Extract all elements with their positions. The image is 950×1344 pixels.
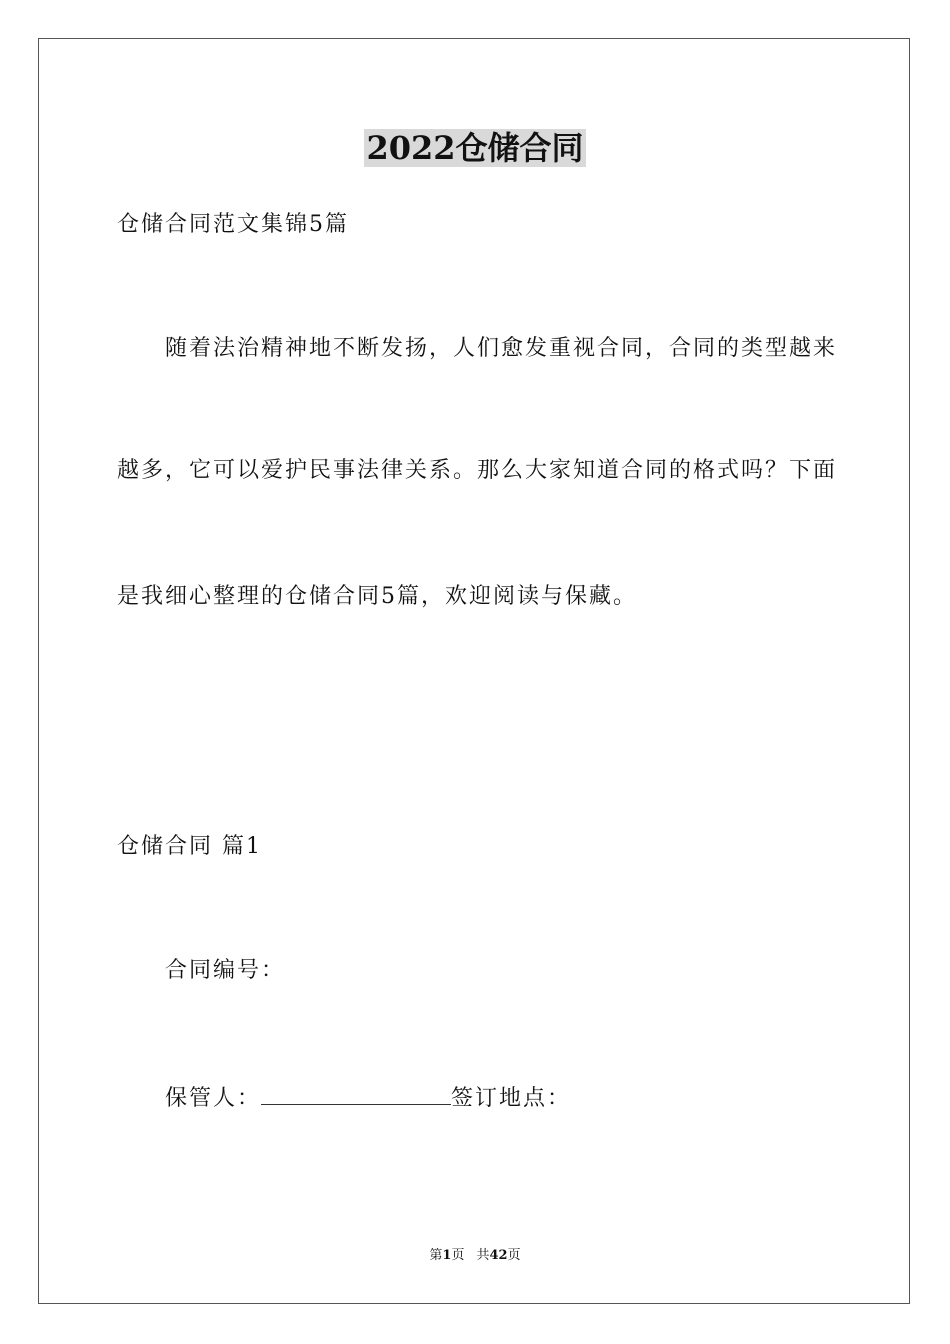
contract-number-label: 合同编号： — [165, 958, 286, 983]
intro-paragraph-line-1: 随着法治精神地不断发扬，人们愈发重视合同，合同的类型越来 — [165, 336, 838, 361]
document-title-text: 2022仓储合同 — [366, 129, 584, 167]
signing-place-label: 签订地点： — [451, 1086, 572, 1111]
total-prefix: 共 — [476, 1248, 490, 1263]
section-heading: 仓储合同 篇1 — [117, 834, 262, 859]
intro-paragraph-line-3: 是我细心整理的仓储合同5篇，欢迎阅读与保藏。 — [117, 584, 637, 609]
total-pages: 42 — [489, 1248, 508, 1263]
document-title — [0, 128, 950, 168]
page-footer — [0, 1247, 950, 1265]
page-suffix: 页 — [451, 1248, 465, 1263]
intro-paragraph-line-2: 越多，它可以爱护民事法律关系。那么大家知道合同的格式吗？下面 — [117, 458, 838, 483]
page-prefix: 第 — [429, 1248, 443, 1263]
document-subtitle: 仓储合同范文集锦5篇 — [117, 212, 349, 237]
keeper-blank-field[interactable] — [261, 1082, 451, 1105]
total-suffix: 页 — [507, 1248, 521, 1263]
page-number: 1 — [442, 1248, 452, 1263]
keeper-signing-line — [165, 1082, 571, 1114]
keeper-label: 保管人： — [165, 1086, 262, 1111]
